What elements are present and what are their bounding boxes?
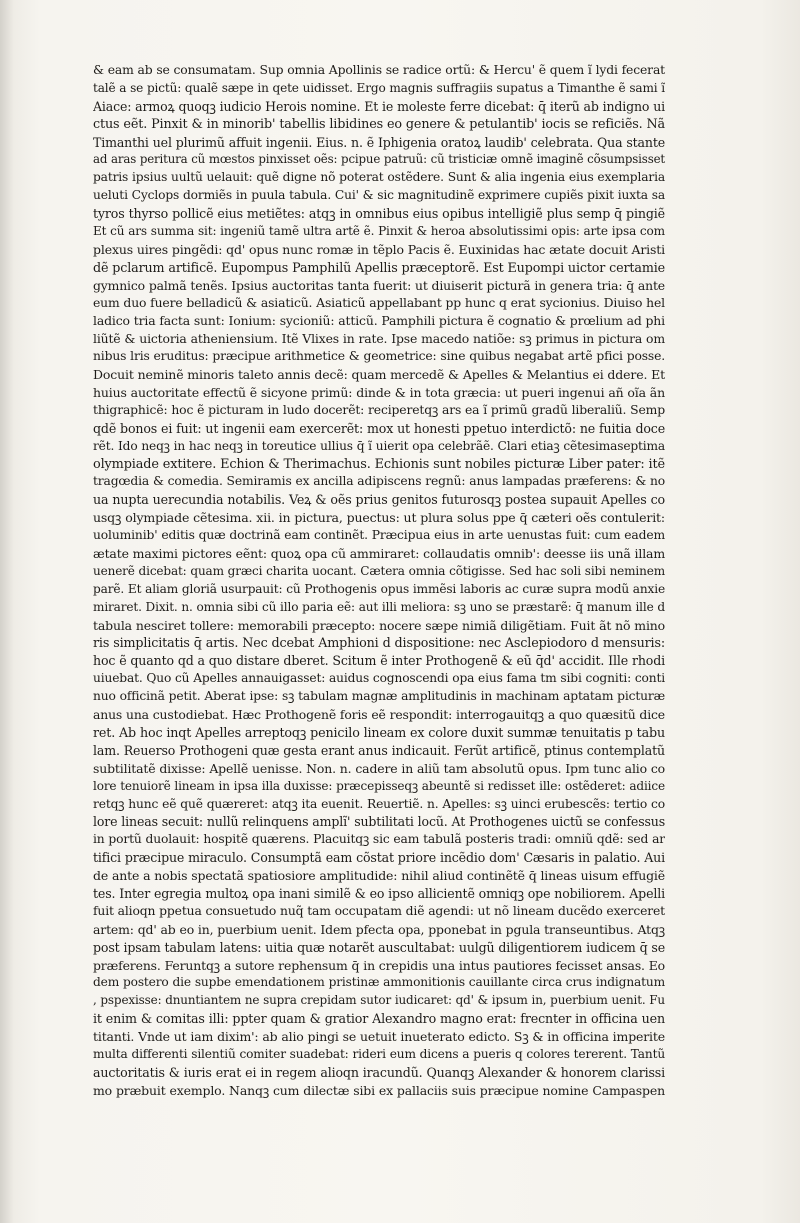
text-line: miraret. Dixit. n. omnia sibi cũ illo paria eẽ: aut illi meliora: sꝫ uno se præstarẽ: q̄ manum ille d <box>93 599 665 614</box>
text-line: ua nupta uerecundia notabilis. Veꝝ & oẽs prius genitos futurosqꝫ postea supauit Apelles co <box>93 492 665 508</box>
text-line: uoluminib' editis quæ doctrinã eam continẽt. Præcipua eius in arte uenustas fuit: cum eadem <box>93 528 665 543</box>
text-line: ad aras peritura cũ mœstos pinxisset oẽs: pcipue patruũ: cũ tristiciæ omnẽ imaginẽ cõsumpsisset <box>93 152 665 167</box>
text-line: multa differenti silentiũ comiter suadebat: rideri eum dicens a pueris q colores tererent. Tantũ <box>93 1046 665 1061</box>
text-line: Timanthi uel plurimũ affuit ingenii. Eius. n. ẽ Iphigenia oratoꝝ laudib' celebrata. Qua stante <box>93 134 665 150</box>
text-line: dẽ pclarum artificẽ. Eupompus Pamphilũ Apellis præceptorẽ. Est Eupompi uictor certamie <box>93 259 665 275</box>
text-line: usqꝫ olympiade cẽtesima. xii. in pictura, puectus: ut plura solus ppe q̄ cæteri oẽs contulerit: <box>93 510 665 526</box>
text-line: ladico tria facta sunt: Ionium: sycioniũ: atticũ. Pamphili pictura ẽ cognatio & prœlium ad phi <box>93 313 665 329</box>
text-line: artem: qd' ab eo in, puerbium uenit. Idem pfecta opa, pponebat in pgula transeuntibus. Atqꝫ <box>93 921 665 937</box>
text-line: ueluti Cyclops dormiẽs in puula tabula. Cui' & sic magnitudinẽ exprimere cupiẽs pixit iuxta sa <box>93 188 665 203</box>
text-line: liũtẽ & uictoria atheniensium. Itẽ Vlixes in rate. Ipse macedo natiõe: sꝫ primus in pictura om <box>93 331 665 347</box>
text-line: tyros thyrso pollicẽ eius metiẽtes: atqꝫ in omnibus eius opibus intelligiẽ plus semp q̄ pingiẽ <box>93 206 665 222</box>
text-line: post ipsam tabulam latens: uitia quæ notarẽt auscultabat: uulgũ diligentiorem iudicem q̄ se <box>93 939 665 955</box>
text-line: rẽt. Ido neqꝫ in hac neqꝫ in toreutice ullius q̄ ĩ uierit opa celebrãẽ. Clari etiaꝫ cẽtesimaseptima <box>93 438 665 453</box>
text-line: lore tenuiorẽ lineam in ipsa illa duxisse: præcepisseqꝫ abeuntẽ si redisset ille: ostẽderet: adiice <box>93 778 665 793</box>
text-line: auctoritatis & iuris erat ei in regem alioqn iracundũ. Quanqꝫ Alexander & honorem clarissi <box>93 1064 665 1080</box>
text-line: qdẽ bonos ei fuit: ut ingenii eam exercerẽt: mox ut honesti ppetuo interdictõ: ne fuitia doce <box>93 420 665 436</box>
text-line: præferens. Feruntqꝫ a sutore rephensum q̄ in crepidis una intus pautiores fecisset ansas. Eo <box>93 957 665 973</box>
text-line: patris ipsius uultũ uelauit: quẽ digne nõ poterat ostẽdere. Sunt & alia ingenia eius exemplaria <box>93 170 665 185</box>
text-line: mo præbuit exemplo. Nanqꝫ cum dilectæ sibi ex pallaciis suis præcipue nomine Campaspen <box>93 1082 665 1098</box>
text-line: tragœdia & comedia. Semiramis ex ancilla adipiscens regnũ: anus lampadas præferens: & no <box>93 474 665 489</box>
text-line: uenerẽ dicebat: quam græci charita uocant. Cætera omnia cõtigisse. Sed hac soli sibi neminem <box>93 563 665 578</box>
text-line: Et cũ ars summa sit: ingeniũ tamẽ ultra artẽ ẽ. Pinxit & heroa absolutissimi opis: arte ipsa com <box>93 224 665 239</box>
text-line: it enim & comitas illi: ppter quam & gratior Alexandro magno erat: frecnter in officina uen <box>93 1011 665 1027</box>
text-line: uiuebat. Quo cũ Apelles annauigasset: auidus cognoscendi opa eius fama tm sibi cogniti: conti <box>93 671 665 686</box>
text-line: lore lineas secuit: nullũ relinquens amplĩ' subtilitati locũ. At Prothogenes uictũ se confessus <box>93 814 665 830</box>
text-line: eum duo fuere belladicũ & asiaticũ. Asiaticũ appellabant pp hunc q erat sycionius. Diuiso hel <box>93 295 665 310</box>
text-line: & eam ab se consumatam. Sup omnia Apollinis se radice ortũ: & Hercu' ẽ quem ĩ lydi fecerat <box>93 63 665 77</box>
text-line: huius auctoritate effectũ ẽ sicyone primũ: dinde & in tota græcia: ut pueri ingenui añ oĩa ãn <box>93 385 665 401</box>
text-line: tes. Inter egregia multoꝝ opa inani similẽ & eo ipso allicientẽ omniqꝫ ope nobiliorem. Apelli <box>93 885 665 901</box>
text-line: in portũ duolauit: hospitẽ quærens. Placuitqꝫ sic eam tabulã posteris tradi: omniũ qdẽ: sed ar <box>93 832 665 847</box>
text-line: , pspexisse: dnuntiantem ne supra crepidam sutor iudicaret: qd' & ipsum in, puerbium uenit. Fu <box>93 993 665 1008</box>
text-line: ctus eẽt. Pinxit & in minorib' tabellis libidines eo genere & petulantib' iocis se reficiẽs. Nã <box>93 116 665 132</box>
text-line: hoc ẽ quanto qd a quo distare dberet. Scitum ẽ inter Prothogenẽ & eũ q̄d' accidit. Ille rhodi <box>93 653 665 669</box>
text-block <box>93 62 665 1100</box>
text-line: dem postero die supbe emendationem pristinæ ammonitionis cauillante circa crus indignatum <box>93 975 665 990</box>
text-line: lam. Reuerso Prothogeni quæ gesta erant anus indicauit. Ferũt artificẽ, ptinus contemplatũ <box>93 742 665 758</box>
text-line: subtilitatẽ dixisse: Apellẽ uenisse. Non. n. cadere in aliũ tam absolutũ opus. Ipm tunc alio co <box>93 760 665 776</box>
text-line: thigraphicẽ: hoc ẽ picturam in ludo docerẽt: reciperetqꝫ ars ea ĩ primũ gradũ liberaliũ. Semp <box>93 402 665 417</box>
text-line: tifici præcipue miraculo. Consumptã eam cõstat priore incẽdio dom' Cæsaris in palatio. Aui <box>93 850 665 866</box>
text-line: ris simplicitatis q̄ artis. Nec dcebat Amphioni d dispositione: nec Asclepiodoro d mensuris: <box>93 635 665 651</box>
text-line: titanti. Vnde ut iam dixim': ab alio pingi se uetuit inueterato edicto. Sꝫ & in officina imperite <box>93 1029 665 1045</box>
text-line: retqꝫ hunc eẽ quẽ quæreret: atqꝫ ita euenit. Reuertiẽ. n. Apelles: sꝫ uinci erubescẽs: tertio co <box>93 796 665 811</box>
text-line: anus una custodiebat. Hæc Prothogenẽ foris eẽ respondit: interrogauitqꝫ a quo quæsitũ dice <box>93 707 665 723</box>
text-line: tabula nesciret tollere: memorabili præcepto: nocere sæpe nimiã diligẽtiam. Fuit ãt nõ mino <box>93 617 665 633</box>
text-line: plexus uires pingẽdi: qd' opus nunc romæ in tẽplo Pacis ẽ. Euxinidas hac ætate docuit Aristi <box>93 241 665 257</box>
text-line: nuo officinã petit. Aberat ipse: sꝫ tabulam magnæ amplitudinis in machinam aptatam picturæ <box>93 689 665 704</box>
text-line: ret. Ab hoc inqt Apelles arreptoqꝫ penicilo lineam ex colore duxit summæ tenuitatis p tabu <box>93 724 665 740</box>
text-line: ætate maximi pictores eẽnt: quoꝝ opa cũ ammiraret: collaudatis omnib': deesse iis unã illam <box>93 546 665 562</box>
text-line: nibus lris eruditus: præcipue arithmetice & geometrice: sine quibus negabat artẽ pfici posse. <box>93 349 665 364</box>
text-line: Docuit neminẽ minoris taleto annis decẽ: quam mercedẽ & Apelles & Melantius ei ddere. Et <box>93 367 665 383</box>
gutter-shadow <box>0 0 14 1223</box>
text-line: talẽ a se pictũ: qualẽ sæpe in qete uidisset. Ergo magnis suffragiis supatus a Timanthe ẽ sami ĩ <box>93 80 665 95</box>
text-line: olympiade extitere. Echion & Therimachus. Echionis sunt nobiles picturæ Liber pater: itẽ <box>93 456 665 472</box>
text-line: de ante a nobis spectatã spatiosiore amplitudide: nihil aliud continẽtẽ q̄ lineas uisum effugiẽ <box>93 868 665 884</box>
text-line: gymnico palmã tenẽs. Ipsius auctoritas tanta fuerit: ut diuiserit picturã in genera tria: q̄ ante <box>93 277 665 293</box>
text-line: fuit alioqn ppetua consuetudo nuq̃ tam occupatam diẽ agendi: ut nõ lineam ducẽdo exerceret <box>93 903 665 918</box>
text-line: parẽ. Et aliam gloriã usurpauit: cũ Prothogenis opus immẽsi laboris ac curæ supra modũ anxie <box>93 581 665 596</box>
text-line: Aiace: armoꝝ quoqꝫ iudicio Herois nomine. Et ie moleste ferre dicebat: q̄ iterũ ab indigno ui <box>93 98 665 114</box>
